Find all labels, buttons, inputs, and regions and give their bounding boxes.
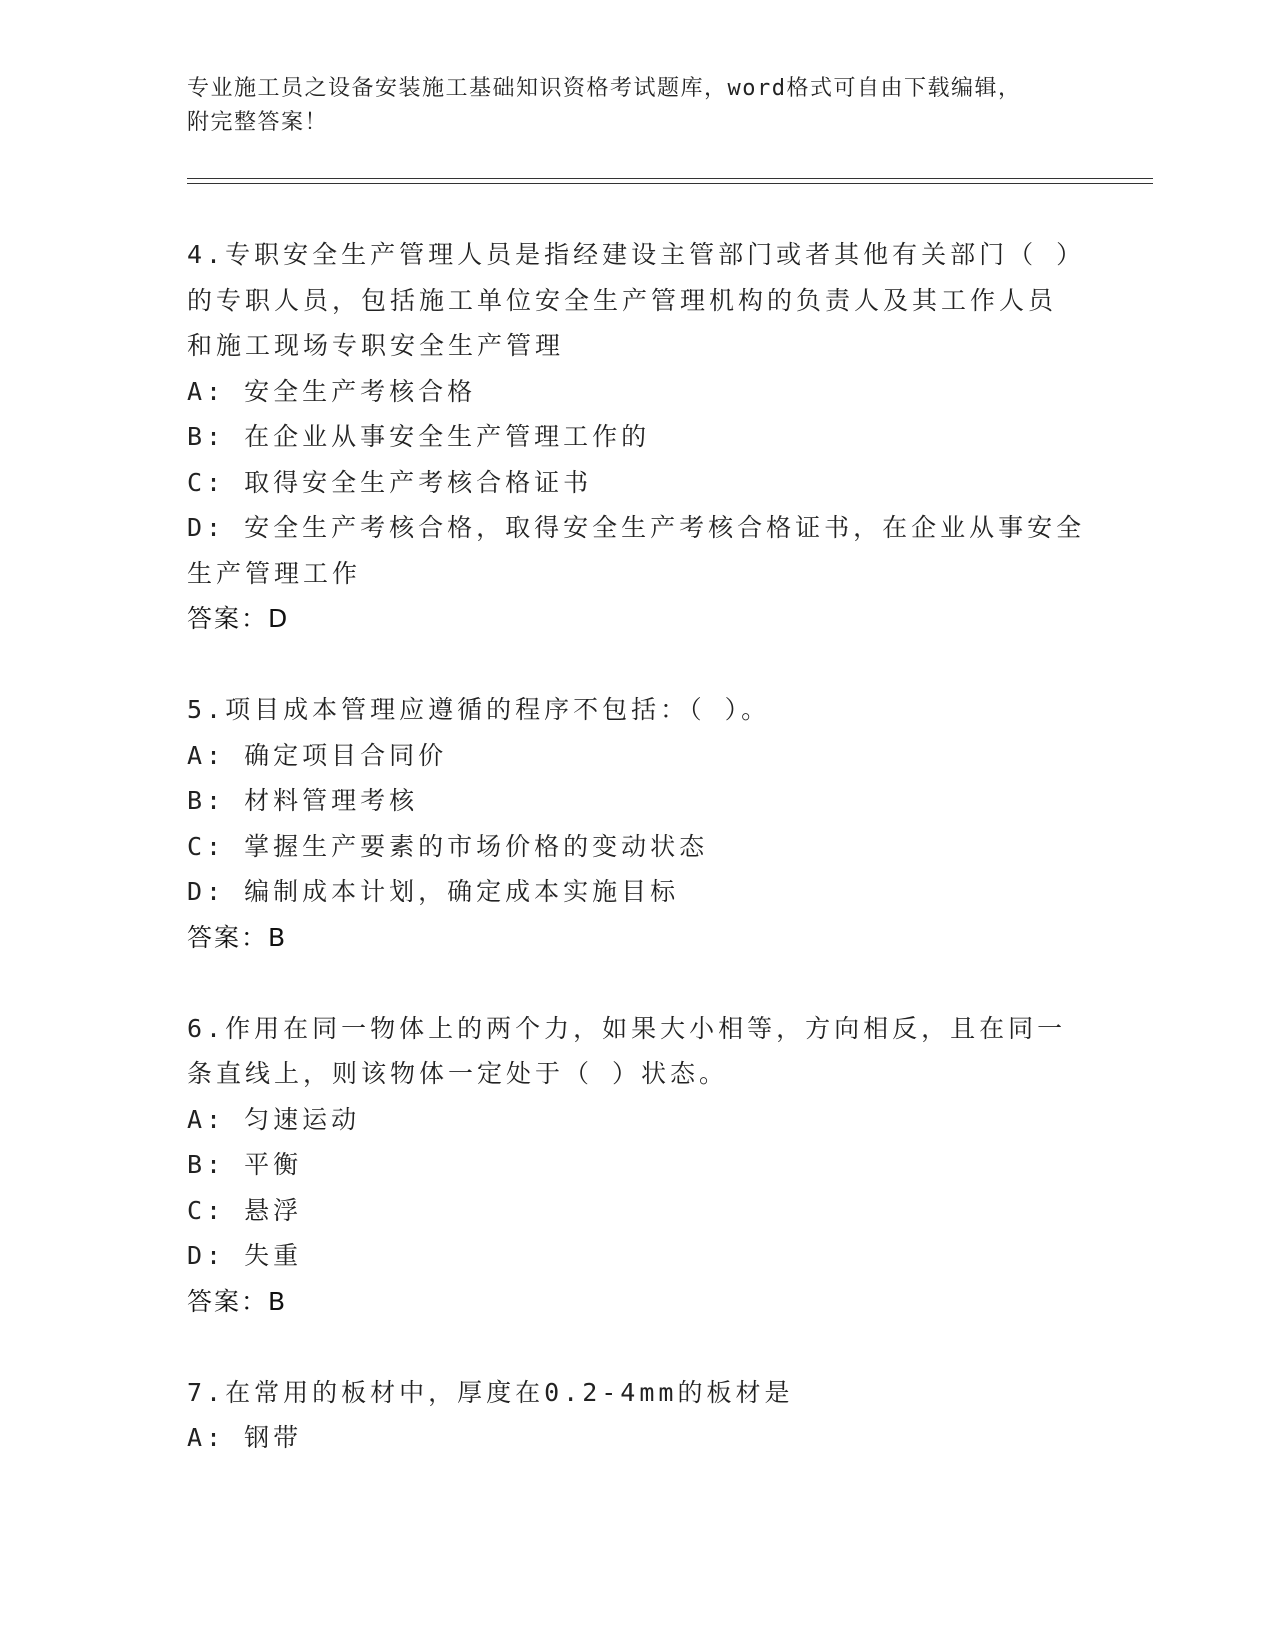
option-line: C: 悬浮	[187, 1195, 303, 1225]
header-divider-top	[187, 178, 1153, 179]
option-line: A: 确定项目合同价	[187, 740, 448, 770]
option-line: C: 取得安全生产考核合格证书	[187, 467, 593, 497]
question-text-line: 和施工现场专职安全生产管理	[187, 331, 565, 360]
option-line: A: 安全生产考核合格	[187, 376, 477, 406]
question-text-line: 5.项目成本管理应遵循的程序不包括：（ ）。	[187, 695, 771, 724]
question-spacer	[187, 1324, 1087, 1370]
question-text-line: 6.作用在同一物体上的两个力，如果大小相等，方向相反，且在同一	[187, 1013, 1067, 1043]
option-line: A: 匀速运动	[187, 1104, 361, 1134]
document-header: 专业施工员之设备安装施工基础知识资格考试题库，word格式可自由下载编辑， 附完整答案！	[187, 76, 1022, 135]
option-line: B: 材料管理考核	[187, 786, 419, 815]
question-block	[187, 687, 1087, 960]
answer-line: 答案：D	[187, 604, 290, 633]
question-block	[187, 1006, 1087, 1325]
answer-line: 答案：B	[187, 922, 288, 952]
option-line: D: 安全生产考核合格，取得安全生产考核合格证书，在企业从事安全	[187, 513, 1086, 542]
question-spacer	[187, 642, 1087, 688]
option-line: B: 在企业从事安全生产管理工作的	[187, 422, 651, 451]
question-text-line: 条直线上，则该物体一定处于（ ）状态。	[187, 1059, 729, 1088]
question-text-line: 的专职人员，包括施工单位安全生产管理机构的负责人及其工作人员	[187, 285, 1058, 315]
option-line: D: 编制成本计划，确定成本实施目标	[187, 877, 680, 906]
option-line: D: 失重	[187, 1241, 303, 1270]
option-line: 生产管理工作	[187, 558, 362, 588]
question-list	[187, 232, 1087, 1461]
question-spacer	[187, 960, 1087, 1006]
header-divider-bottom	[187, 183, 1153, 184]
option-line: B: 平衡	[187, 1150, 303, 1179]
option-line: C: 掌握生产要素的市场价格的变动状态	[187, 831, 709, 861]
question-text-line: 7.在常用的板材中，厚度在0.2-4mm的板材是	[187, 1377, 794, 1407]
question-text-line: 4.专职安全生产管理人员是指经建设主管部门或者其他有关部门（ ）	[187, 240, 1086, 269]
question-block	[187, 1370, 1087, 1461]
question-block	[187, 232, 1087, 642]
option-line: A: 钢带	[187, 1423, 303, 1452]
answer-line: 答案：B	[187, 1286, 288, 1316]
